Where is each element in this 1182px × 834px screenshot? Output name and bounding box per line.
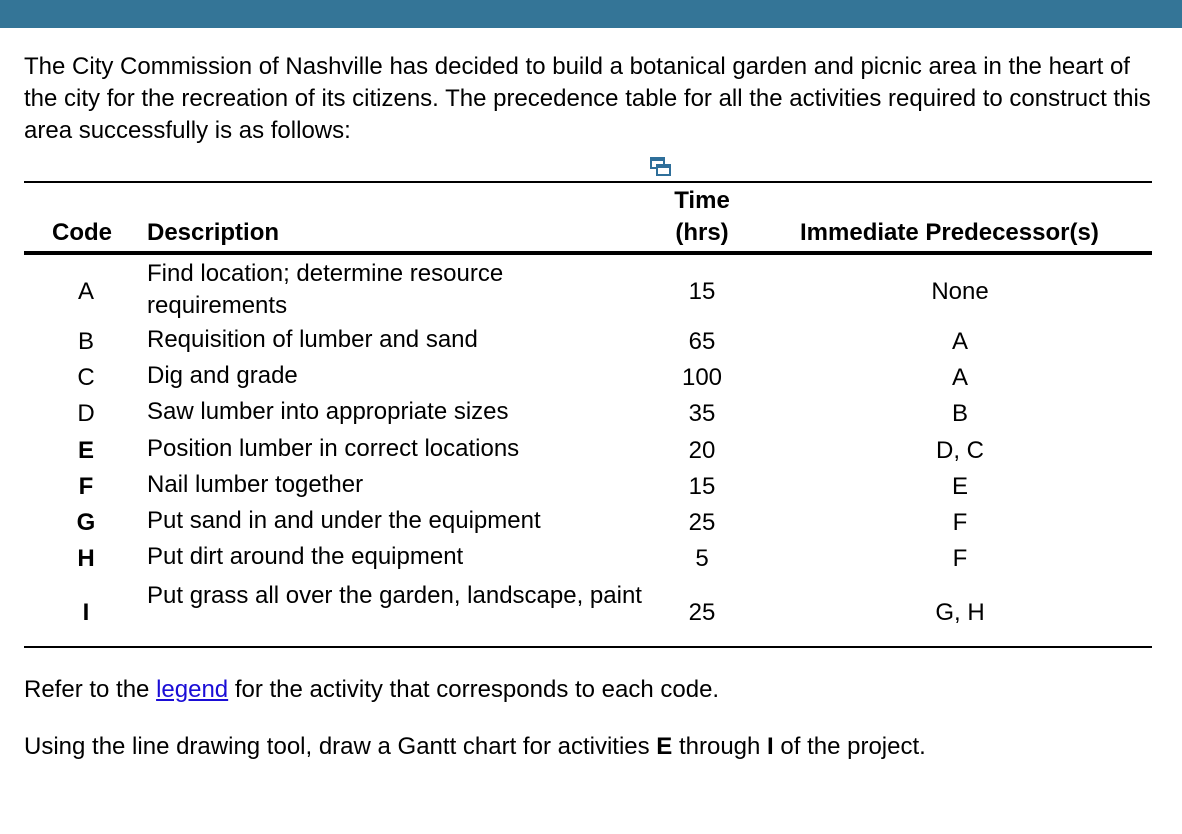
header-time — [660, 185, 744, 249]
instruction-part2: through — [672, 733, 768, 760]
table-row — [0, 545, 1182, 575]
row-time: 25 — [688, 599, 716, 626]
row-description: Nail lumber together — [147, 471, 364, 498]
legend-reference-before: Refer to the — [24, 676, 157, 703]
header-code: Code — [52, 219, 112, 246]
instruction-text — [24, 733, 926, 761]
row-code: A — [77, 278, 94, 305]
row-description: Put grass all over the garden, landscape, paint — [147, 582, 642, 609]
row-code: I — [82, 599, 90, 626]
table-row — [0, 473, 1182, 503]
legend-link[interactable]: legend — [156, 676, 229, 703]
row-description: Requisition of lumber and sand — [147, 326, 478, 353]
row-code: G — [76, 509, 96, 536]
row-time: 100 — [681, 364, 723, 391]
row-code: F — [78, 473, 94, 500]
row-predecessors: A — [951, 328, 968, 355]
row-description: Saw lumber into appropriate sizes — [147, 398, 509, 425]
instruction-bold-e: E — [656, 733, 673, 760]
row-description: Find location; determine resource requirements — [147, 260, 504, 319]
row-description: Dig and grade — [147, 362, 298, 389]
row-description: Put dirt around the equipment — [147, 543, 464, 570]
row-predecessors: F — [952, 545, 968, 572]
table-row — [0, 257, 1182, 323]
copy-icon[interactable] — [650, 157, 672, 177]
legend-reference — [24, 676, 719, 704]
copy-icon-graphic — [650, 157, 672, 177]
table-header-rule — [24, 251, 1152, 255]
row-time: 35 — [688, 400, 716, 427]
row-description: Position lumber in correct locations — [147, 435, 520, 462]
row-code: D — [77, 400, 95, 427]
row-predecessors: None — [931, 278, 989, 305]
row-description: Put sand in and under the equipment — [147, 507, 541, 534]
row-code: H — [77, 545, 95, 572]
table-row — [0, 509, 1182, 539]
row-time: 15 — [688, 473, 716, 500]
instruction-part1: Using the line drawing tool, draw a Gantt chart for activities — [24, 733, 657, 760]
row-predecessors: F — [952, 509, 968, 536]
row-predecessors: B — [951, 400, 968, 427]
table-row — [0, 364, 1182, 394]
table-row — [0, 400, 1182, 430]
top-banner — [0, 0, 1182, 28]
instruction-part3: of the project. — [773, 733, 926, 760]
header-predecessors: Immediate Predecessor(s) — [800, 219, 1099, 246]
row-code: E — [77, 437, 94, 464]
row-time: 65 — [688, 328, 716, 355]
row-predecessors: E — [951, 473, 968, 500]
table-row — [0, 580, 1182, 646]
header-time-line1: Time — [674, 187, 730, 214]
row-predecessors: G, H — [935, 599, 985, 626]
row-time: 15 — [688, 278, 716, 305]
legend-reference-after: for the activity that corresponds to each code. — [228, 676, 720, 703]
row-time: 5 — [695, 545, 709, 572]
row-time: 20 — [688, 437, 716, 464]
row-code: B — [77, 328, 94, 355]
header-time-line2: (hrs) — [675, 219, 729, 246]
table-row — [0, 437, 1182, 467]
header-description: Description — [147, 219, 280, 246]
instruction-bold-i: I — [767, 733, 774, 760]
row-predecessors: A — [951, 364, 968, 391]
row-predecessors: D, C — [936, 437, 984, 464]
row-code: C — [77, 364, 95, 391]
table-row — [0, 328, 1182, 358]
table-bottom-rule — [24, 646, 1152, 648]
row-time: 25 — [688, 509, 716, 536]
table-top-rule — [24, 181, 1152, 183]
intro-paragraph: The City Commission of Nashville has decided to build a botanical garden and picnic area in the heart of the city for the recreation of its citizens. The precedence table for all the activities required to construct this area successfully is as follows: — [24, 53, 1151, 144]
